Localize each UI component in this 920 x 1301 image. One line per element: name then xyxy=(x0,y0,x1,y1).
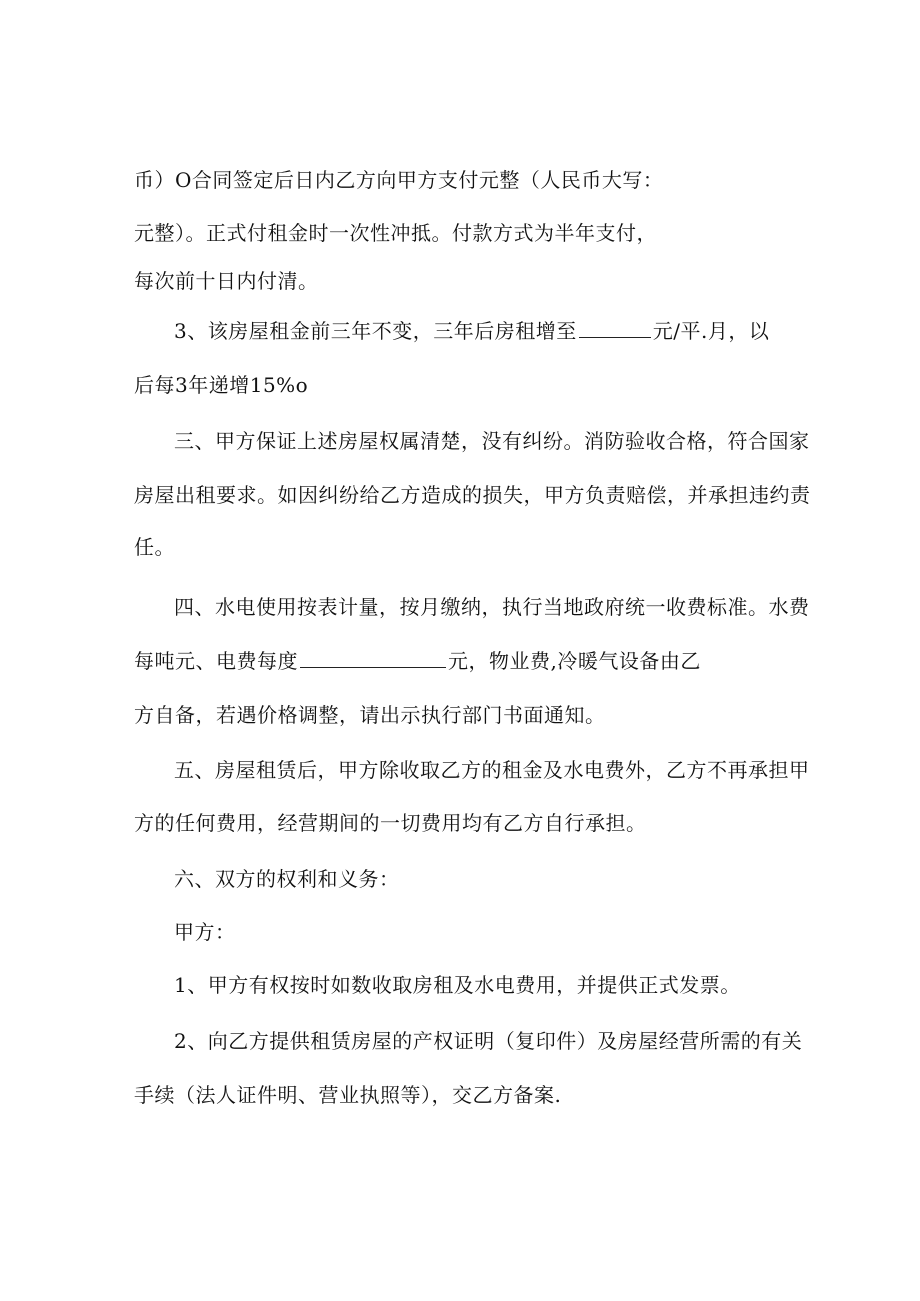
section-4-line-2 xyxy=(134,648,701,674)
contract-line-2: 元整）。正式付租金时一次性冲抵。付款方式为半年支付， xyxy=(134,221,657,245)
section-6-heading: 六、双方的权利和义务： xyxy=(174,867,400,891)
clause-3-text-b: 元/平.月，以 xyxy=(652,319,770,343)
clause-3-line xyxy=(174,318,769,344)
section-4-text-b: 元，物业费,冷暖气设备由乙 xyxy=(448,649,701,673)
electricity-price-blank xyxy=(300,648,446,668)
contract-line-3: 每次前十日内付清。 xyxy=(134,269,319,293)
section-5-line-1: 五、房屋租赁后，甲方除收取乙方的租金及水电费外，乙方不再承担甲 xyxy=(174,758,810,782)
section-3-line-3: 任。 xyxy=(134,535,175,559)
section-5-line-2: 方的任何费用，经营期间的一切费用均有乙方自行承担。 xyxy=(134,811,647,835)
section-3-line-1: 三、甲方保证上述房屋权属清楚，没有纠纷。消防验收合格，符合国家 xyxy=(174,429,810,453)
party-a-item-2-line-1: 2、向乙方提供租赁房屋的产权证明（复印件）及房屋经营所需的有关 xyxy=(174,1029,803,1053)
section-4-text-a: 每吨元、电费每度 xyxy=(134,649,298,673)
rent-amount-blank xyxy=(579,318,651,338)
clause-3-text-a: 3、该房屋租金前三年不变，三年后房租增至 xyxy=(174,319,577,343)
section-3-line-2: 房屋出租要求。如因纠纷给乙方造成的损失，甲方负责赔偿，并承担违约责 xyxy=(134,483,811,507)
party-a-item-1: 1、甲方有权按时如数收取房租及水电费用，并提供正式发票。 xyxy=(174,973,741,997)
section-4-line-1: 四、水电使用按表计量，按月缴纳，执行当地政府统一收费标准。水费 xyxy=(174,595,810,619)
party-a-item-2-line-2: 手续（法人证件明、营业执照等），交乙方备案. xyxy=(134,1083,562,1107)
party-a-label: 甲方： xyxy=(174,920,236,944)
section-4-line-3: 方自备，若遇价格调整，请出示执行部门书面通知。 xyxy=(134,703,606,727)
contract-line-1: 币）O合同签定后日内乙方向甲方支付元整（人民币大写： xyxy=(134,168,664,192)
clause-3-continuation: 后每3年递增15%o xyxy=(134,373,309,397)
